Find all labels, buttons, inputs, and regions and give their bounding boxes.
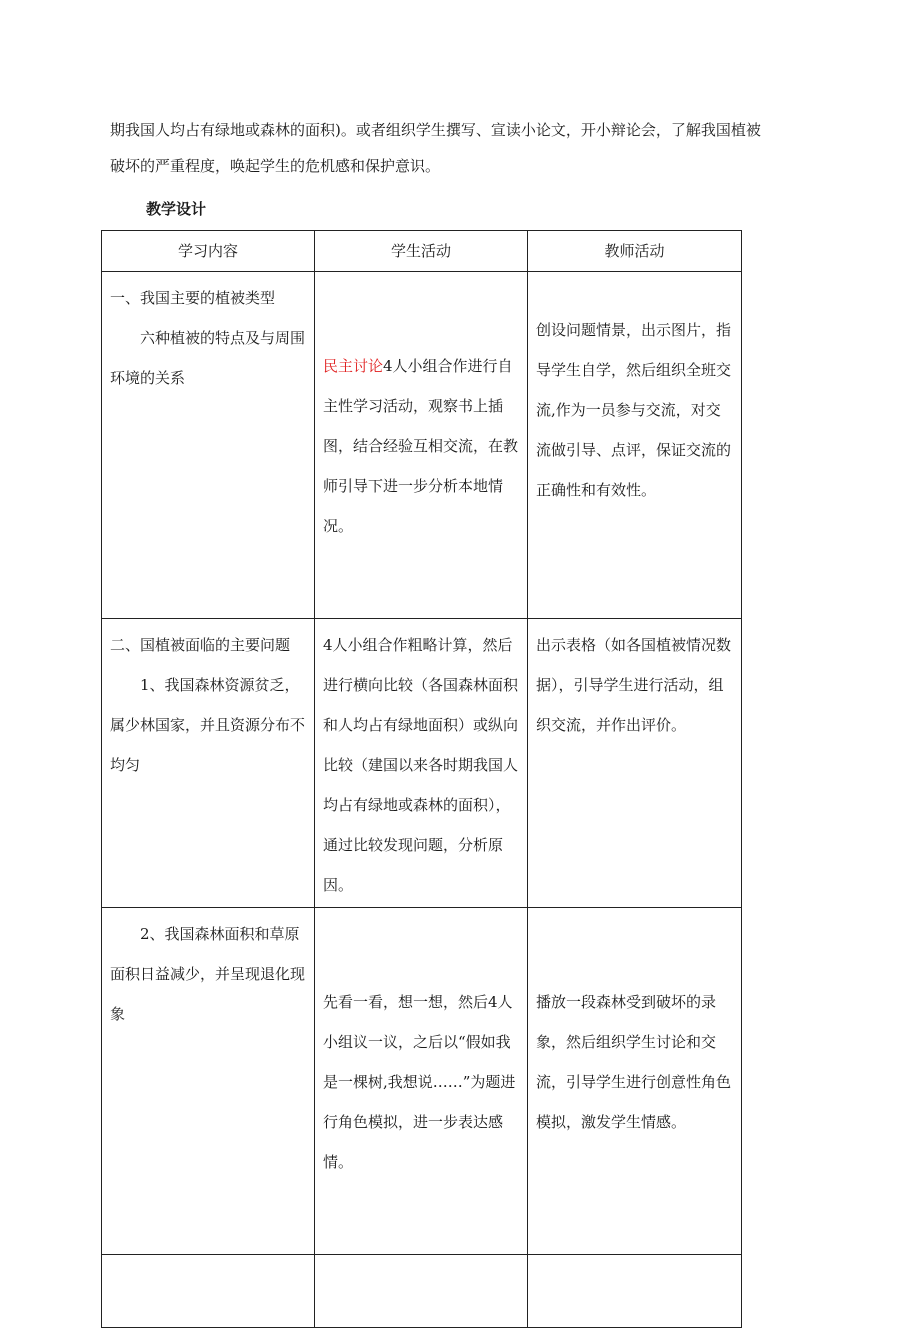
teacher-activity-cell [528, 908, 742, 1255]
header-content: 学习内容 [102, 231, 315, 272]
section-title: 教学设计 [146, 200, 207, 218]
student-activity-cell [315, 619, 528, 908]
content-subtitle: 2、我国森林面积和草原面积日益减少，并呈现退化现象 [110, 925, 306, 1023]
table-row [102, 908, 742, 1255]
table-row [102, 619, 742, 908]
content-title: 一、我国主要的植被类型 [110, 289, 276, 307]
header-teacher-activity: 教师活动 [528, 231, 742, 272]
teacher-activity-cell [528, 272, 742, 619]
teacher-activity-text: 播放一段森林受到破坏的录象，然后组织学生讨论和交流，引导学生进行创意性角色模拟，激发学生情感。 [536, 993, 732, 1131]
table-row [102, 1255, 742, 1328]
header-student-activity: 学生活动 [315, 231, 528, 272]
student-activity-cell [315, 272, 528, 619]
teacher-activity-cell [528, 619, 742, 908]
content-subtitle: 六种植被的特点及与周围环境的关系 [110, 329, 306, 387]
teacher-activity-text: 创设问题情景，出示图片，指导学生自学，然后组织全班交流,作为一员参与交流，对交流做引导、点评，保证交流的正确性和有效性。 [536, 321, 732, 499]
intro-line-1: 期我国人均占有绿地或森林的面积)。或者组织学生撰写、宣读小论文，开小辩论会，了解我国植被 [110, 121, 761, 139]
empty-cell [528, 1255, 742, 1328]
intro-paragraph [110, 112, 815, 184]
student-activity-body: 4人小组合作进行自主性学习活动，观察书上插图，结合经验互相交流，在教师引导下进一步分析本地情况。 [323, 357, 519, 535]
student-activity-text: 4人小组合作粗略计算，然后进行横向比较（各国森林面积和人均占有绿地面积）或纵向比较（建国以来各时期我国人均占有绿地或森林的面积），通过比较发现问题，分析原因。 [323, 636, 519, 894]
intro-line-2: 破坏的严重程度，唤起学生的危机感和保护意识。 [110, 157, 441, 175]
content-cell [102, 272, 315, 619]
student-activity-text [323, 346, 519, 546]
teaching-design-table [101, 230, 742, 1328]
table-row [102, 272, 742, 619]
student-activity-text: 先看一看，想一想，然后4人小组议一议，之后以“假如我是一棵树,我想说……”为题进行角色模拟，进一步表达感情。 [323, 993, 516, 1171]
empty-cell [102, 1255, 315, 1328]
teacher-activity-text: 出示表格（如各国植被情况数据），引导学生进行活动，组织交流，并作出评价。 [536, 636, 732, 734]
content-subtitle: 1、我国森林资源贫乏，属少林国家，并且资源分布不均匀 [110, 676, 306, 774]
content-title: 二、国植被面临的主要问题 [110, 636, 291, 654]
empty-cell [315, 1255, 528, 1328]
content-cell [102, 619, 315, 908]
table-header-row [102, 231, 742, 272]
content-cell [102, 908, 315, 1255]
student-activity-cell [315, 908, 528, 1255]
student-highlight: 民主讨论 [323, 357, 384, 375]
